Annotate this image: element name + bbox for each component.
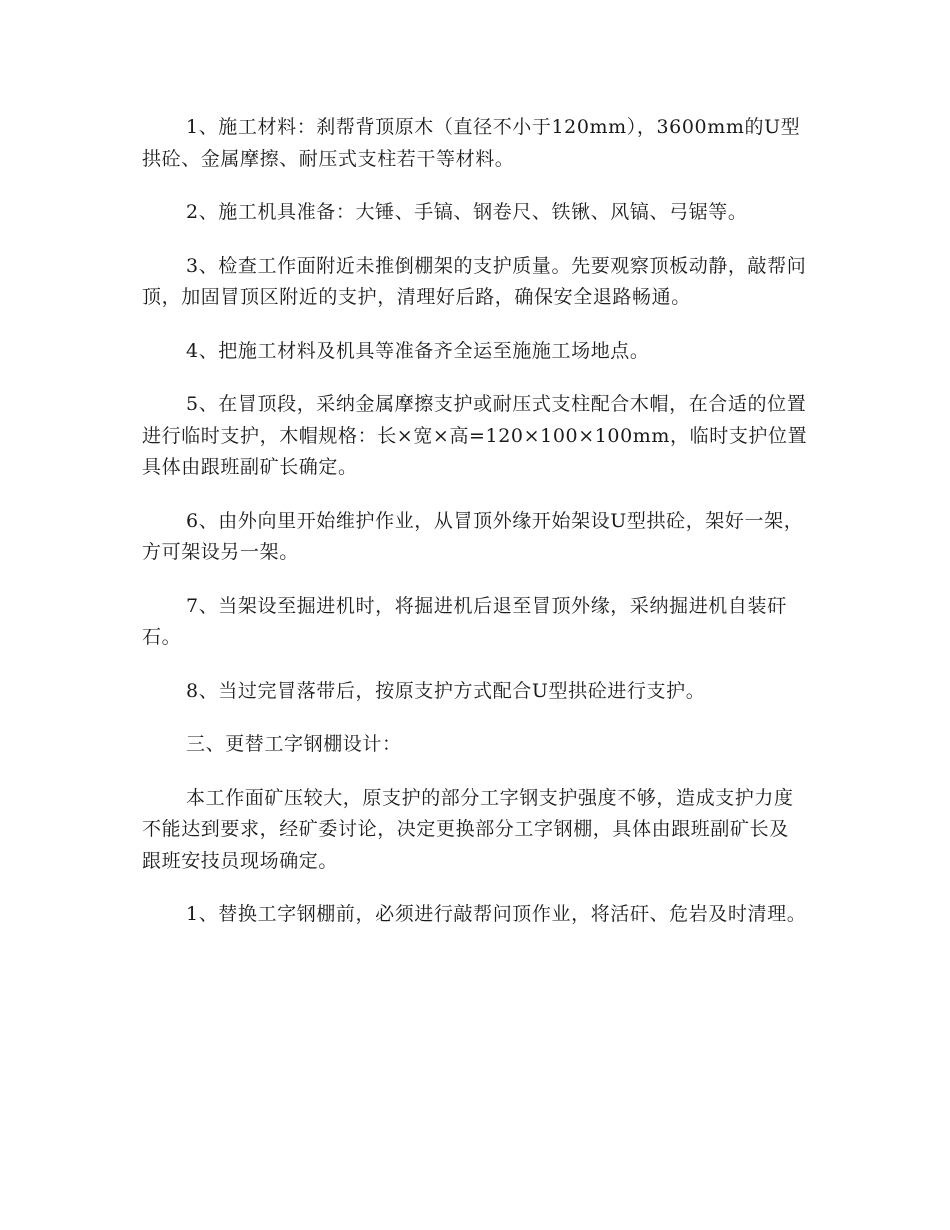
paragraph-transport: 4、把施工材料及机具等准备齐全运至施施工场地点。 [186,339,650,362]
paragraph-inspection: 3、检查工作面附近未推倒棚架的支护质量。先要观察顶板动静，敲帮问顶，加固冒顶区附近的支护，清理好后路，确保安全退路畅通。 [142,254,807,308]
document-body [142,112,808,931]
paragraph-tools: 2、施工机具准备：大锤、手镐、钢卷尺、铁锹、风镐、弓锯等。 [186,201,748,223]
paragraph-replacement-step-1: 1、替换工字钢棚前，必须进行敲帮问顶作业，将活矸、危岩及时清理。 [186,903,807,925]
paragraph-pressure-description: 本工作面矿压较大，原支护的部分工字钢支护强度不够，造成支护力度不能达到要求，经矿委讨论，决定更换部分工字钢棚，具体由跟班副矿长及跟班安技员现场确定。 [142,786,794,872]
section-heading-steel-shed: 三、更替工字钢棚设计： [186,733,402,755]
paragraph-roadheader: 7、当架设至掘进机时，将掘进机后退至冒顶外缘，采纳掘进机自装矸石。 [142,594,787,648]
paragraph-maintenance: 6、由外向里开始维护作业，从冒顶外缘开始架设U型拱砼，架好一架，方可架设另一架。 [142,509,804,563]
paragraph-after-caving: 8、当过完冒落带后，按原支护方式配合U型拱砼进行支护。 [186,679,706,702]
paragraph-temporary-support: 5、在冒顶段，采纳金属摩擦支护或耐压式支柱配合木帽，在合适的位置进行临时支护，木帽规格：长×宽×高=120×100×100mm，临时支护位置具体由跟班副矿长确定。 [142,393,808,478]
paragraph-materials: 1、施工材料：刹帮背顶原木（直径不小于120mm），3600mm的U型拱砼、金属摩擦、耐压式支柱若干等材料。 [142,116,801,170]
